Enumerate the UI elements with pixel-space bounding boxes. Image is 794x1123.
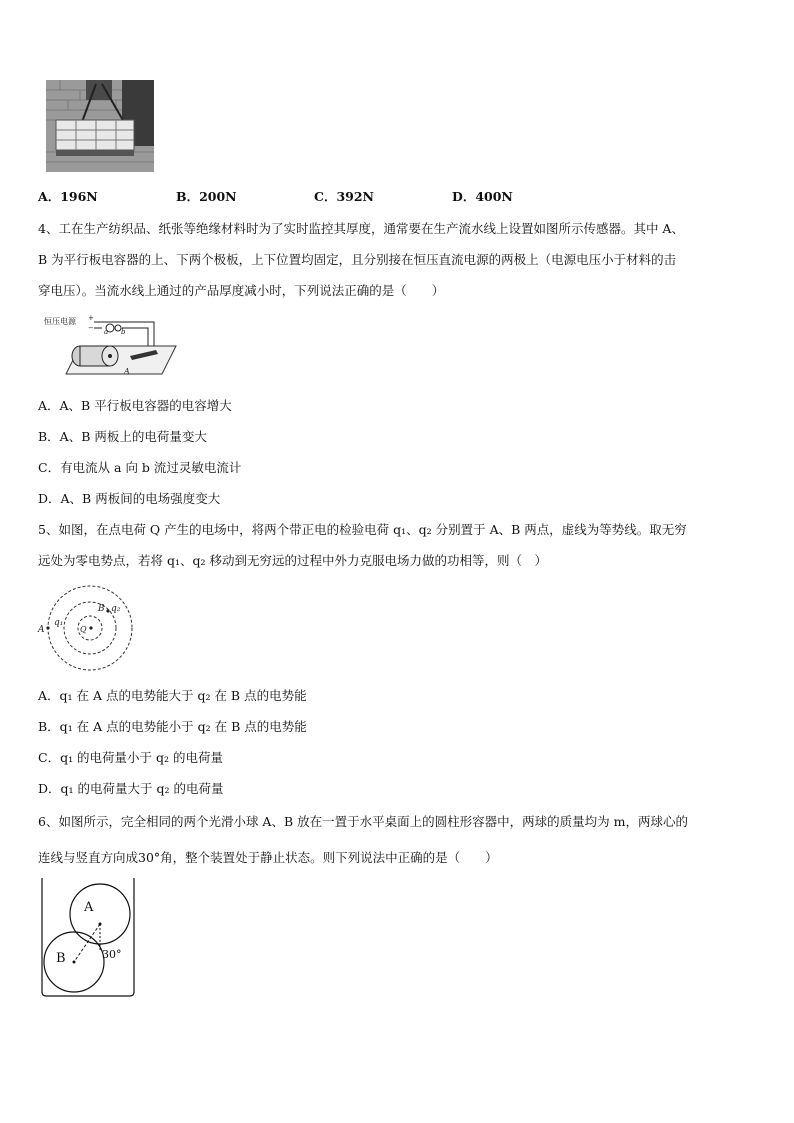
svg-text:q₂: q₂: [111, 604, 121, 614]
svg-text:a: a: [104, 328, 109, 336]
svg-text:Q: Q: [80, 625, 87, 634]
q5-stem-line-1: 5、如图，在点电荷 Q 产生的电场中，将两个带正电的检验电荷 q₁、q₂ 分别置于 A、B 两点，虚线为等势线。取无穷: [38, 522, 687, 537]
q5-option-c: C．q₁ 的电荷量小于 q₂ 的电荷量: [38, 750, 224, 765]
q5-option-d: D．q₁ 的电荷量大于 q₂ 的电荷量: [38, 781, 224, 796]
q3-option-b: B．200N: [176, 189, 237, 204]
equipotential-diagram: [36, 583, 136, 673]
svg-text:−: −: [88, 324, 94, 332]
q5-option-b: B．q₁ 在 A 点的电势能小于 q₂ 在 B 点的电势能: [38, 719, 307, 734]
q4-stem-line-2: B 为平行板电容器的上、下两个极板，上下位置均固定，且分别接在恒压直流电源的两极上（电源电压小于材料的击: [38, 252, 677, 267]
container-balls-diagram: [36, 878, 140, 1000]
svg-text:B: B: [98, 604, 105, 614]
svg-text:A: A: [84, 900, 94, 915]
svg-text:B: B: [56, 951, 66, 966]
q5-stem-line-2: 远处为零电势点，若将 q₁、q₂ 移动到无穷远的过程中外力克服电场力做的功相等，则（ ）: [38, 553, 547, 568]
q4-option-a: A．A、B 平行板电容器的电容增大: [38, 398, 232, 413]
q3-option-c: C．392N: [314, 189, 374, 204]
q4-option-d: D．A、B 两板间的电场强度变大: [38, 491, 221, 506]
svg-text:b: b: [121, 328, 126, 336]
q4-stem-line-3: 穿电压）。当流水线上通过的产品厚度减小时，下列说法正确的是（ ）: [38, 283, 445, 298]
svg-text:A: A: [38, 625, 45, 635]
q4-option-c: C．有电流从 a 向 b 流过灵敏电流计: [38, 460, 242, 475]
q6-stem-line-1: 6、如图所示，完全相同的两个光滑小球 A、B 放在一置于水平桌面上的圆柱形容器中，两球的质量均为 m，两球心的: [38, 814, 688, 829]
bricks-photo: [46, 80, 154, 172]
svg-text:30°: 30°: [102, 948, 122, 961]
q4-stem-line-1: 4、工在生产纺织品、纸张等绝缘材料时为了实时监控其厚度，通常要在生产流水线上设置如图所示传感器。其中 A、: [38, 221, 684, 236]
q3-option-a: A．196N: [38, 189, 98, 204]
svg-text:q₁: q₁: [54, 618, 64, 628]
q4-option-b: B．A、B 两板上的电荷量变大: [38, 429, 207, 444]
capacitor-sensor-diagram: [44, 312, 184, 378]
power-source-label: 恒压电源: [44, 317, 76, 326]
svg-text:A: A: [124, 367, 130, 376]
q5-option-a: A．q₁ 在 A 点的电势能大于 q₂ 在 B 点的电势能: [38, 688, 307, 703]
q6-stem-line-2: 连线与竖直方向成30°角，整个装置处于静止状态。则下列说法中正确的是（ ）: [38, 850, 498, 865]
q3-option-d: D．400N: [452, 189, 513, 204]
svg-text:+: +: [88, 314, 94, 322]
